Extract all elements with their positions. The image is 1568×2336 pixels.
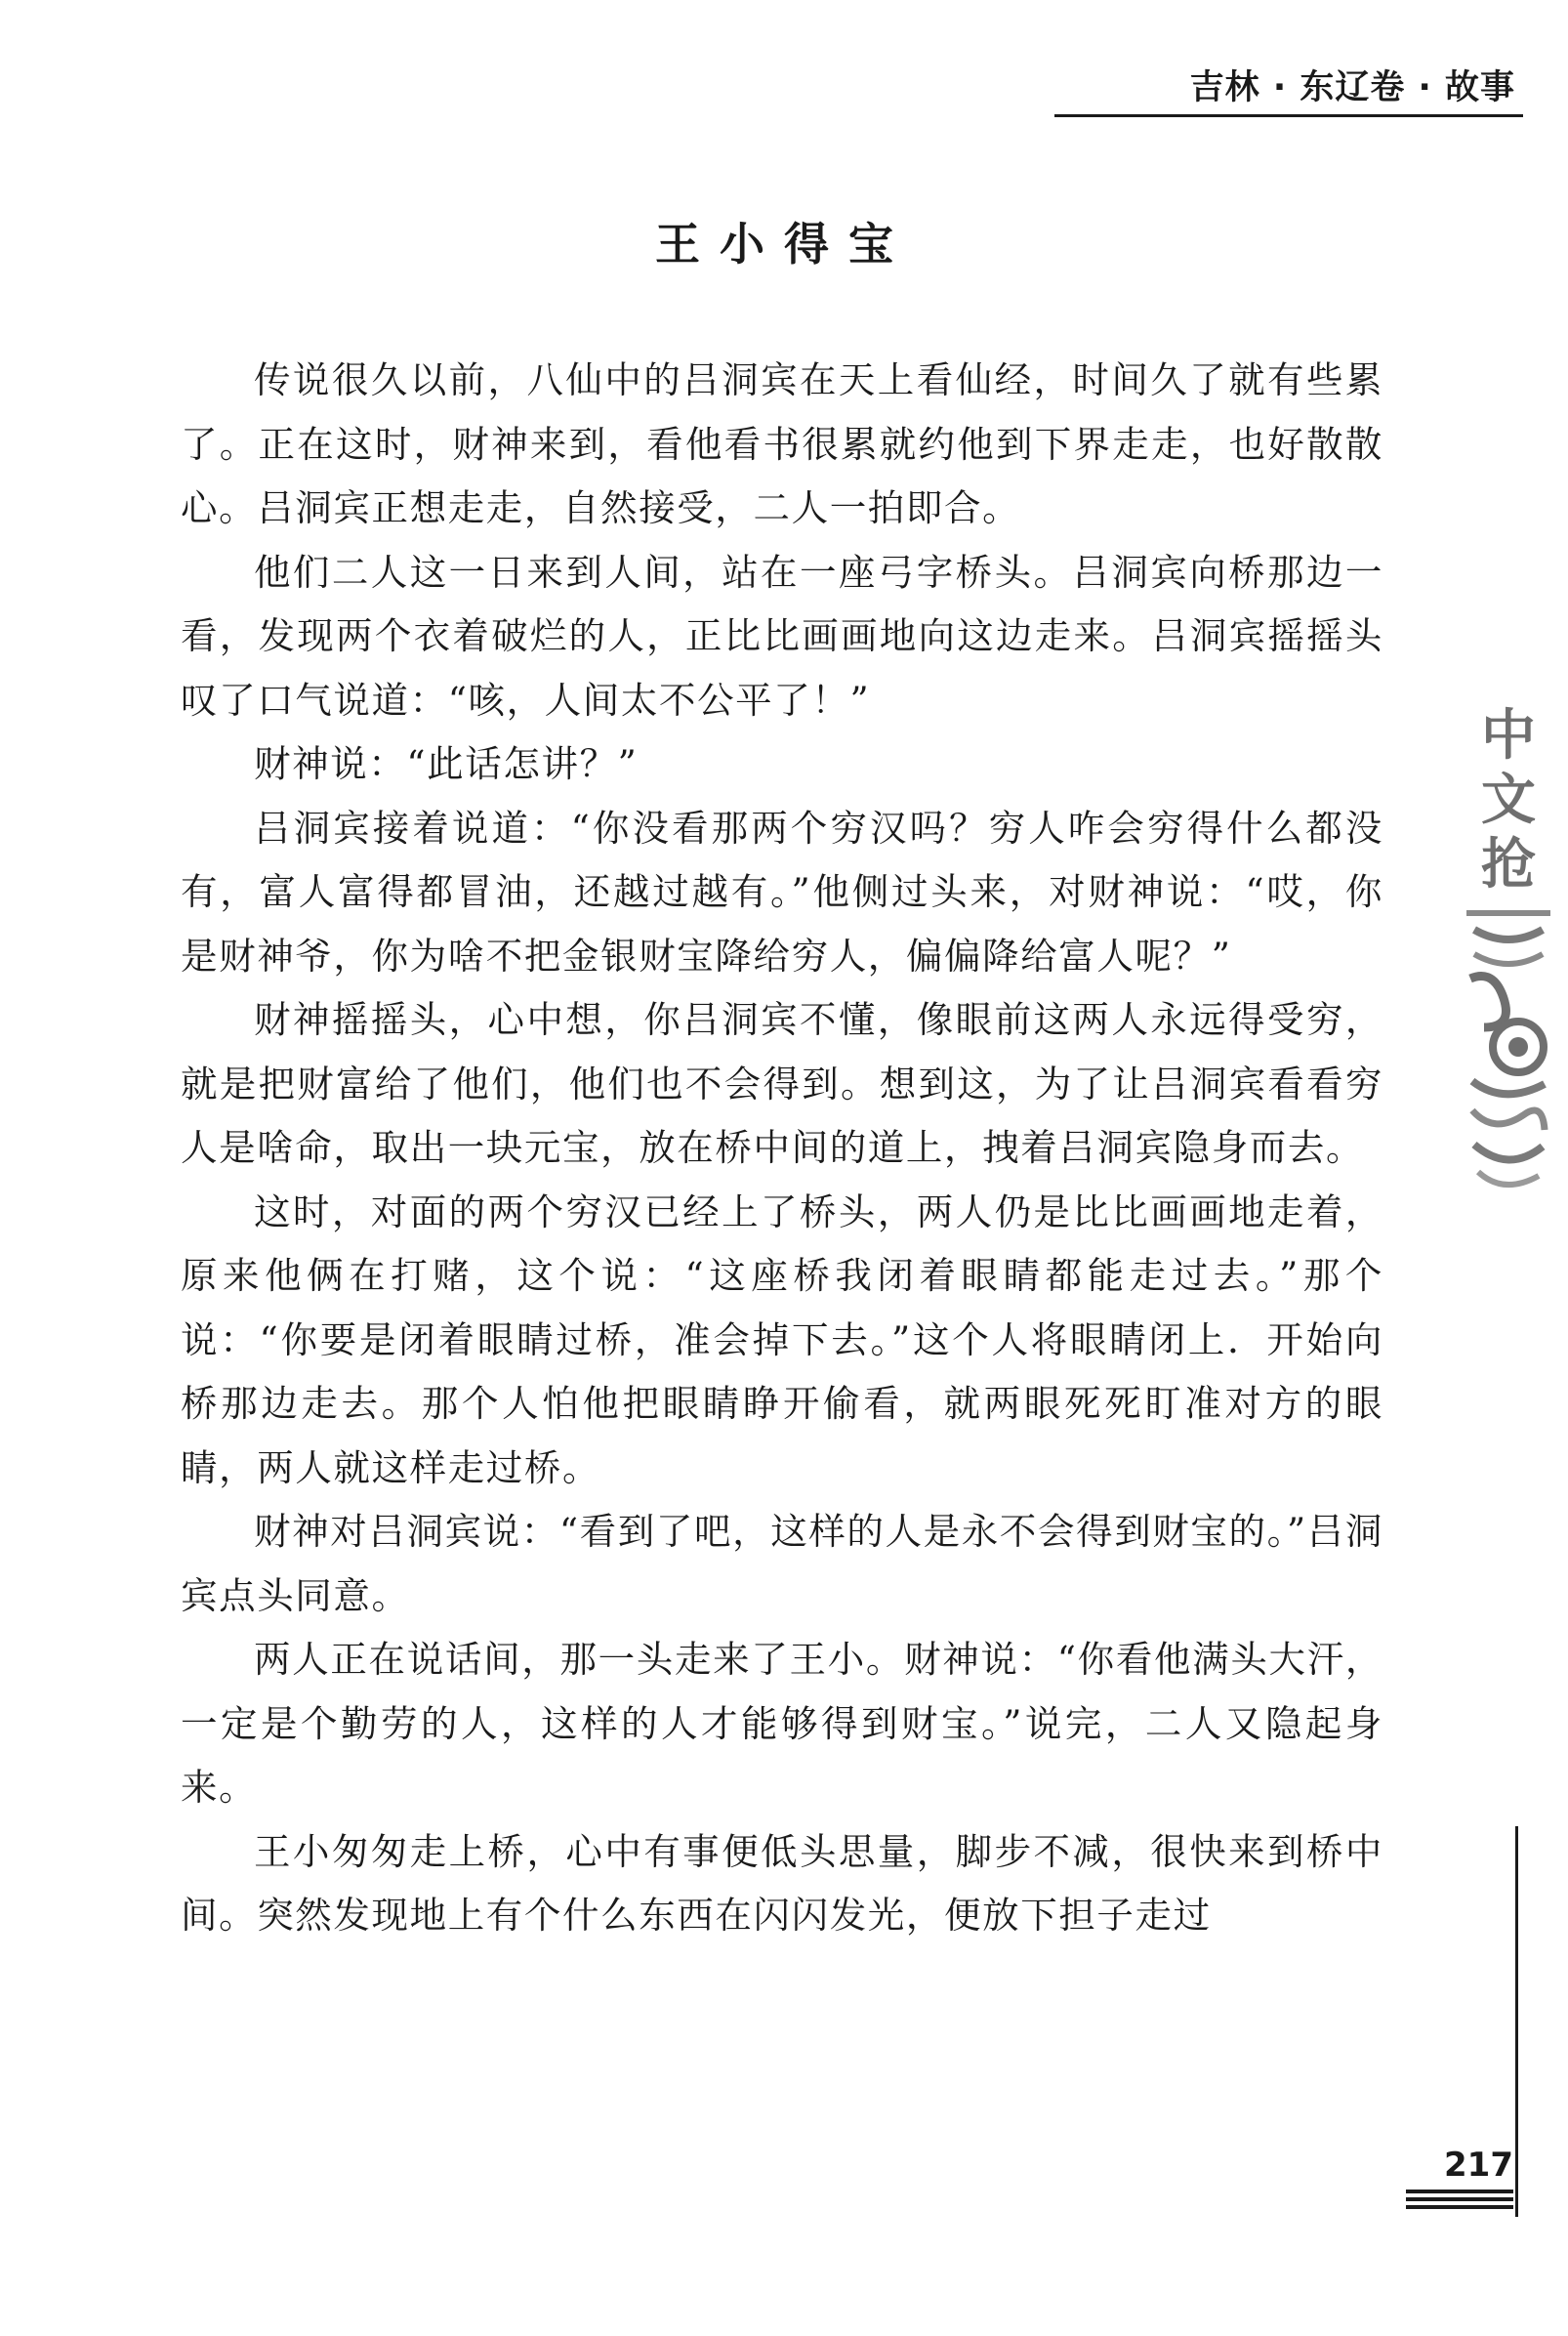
running-header: 吉林 · 东辽卷 · 故事 xyxy=(1054,61,1523,117)
ornament-pattern-icon xyxy=(1465,910,1552,1203)
paragraph: 财神对吕洞宾说：“看到了吧，这样的人是永不会得到财宝的。”吕洞宾点头同意。 xyxy=(181,1510,1383,1617)
paragraph: 王小匆匆走上桥，心中有事便低头思量，脚步不减，很快来到桥中间。突然发现地上有个什么东西在闪闪发光，便放下担子走过 xyxy=(181,1829,1383,1937)
paragraph: 财神说：“此话怎讲？” xyxy=(254,742,639,785)
page-number-rule xyxy=(1406,2205,1513,2209)
side-tab-decoration xyxy=(1465,703,1568,1260)
paragraph: 他们二人这一日来到人间，站在一座弓字桥头。吕洞宾向桥那边一看，发现两个衣着破烂的人，正比比画画地向这边走来。吕洞宾摇摇头叹了口气说道：“咳，人间太不公平了！” xyxy=(181,550,1383,722)
page-edge-rule xyxy=(1515,1826,1518,2217)
page-number-rule xyxy=(1406,2190,1513,2193)
paragraph: 这时，对面的两个穷汉已经上了桥头，两人仍是比比画画地走着，原来他俩在打赌，这个说：“这座桥我闭着眼睛都能走过去。”那个说：“你要是闭着眼睛过桥，准会掉下去。”这个人将眼睛闭上．开始向桥那边走去。那个人怕他把眼睛睁开偷看，就两眼死死盯准对方的眼睛，两人就这样走过桥。 xyxy=(181,1189,1383,1489)
paragraph: 财神摇摇头，心中想，你吕洞宾不懂，像眼前这两人永远得受穷，就是把财富给了他们，他们也不会得到。想到这，为了让吕洞宾看看穷人是啥命，取出一块元宝，放在桥中间的道上，拽着吕洞宾隐身而去。 xyxy=(181,998,1383,1169)
paragraph: 吕洞宾接着说道：“你没看那两个穷汉吗？穷人咋会穷得什么都没有，富人富得都冒油，还越过越有。”他侧过头来，对财神说：“哎，你是财神爷，你为啥不把金银财宝降给穷人，偏偏降给富人呢？” xyxy=(181,806,1383,978)
side-tab-char: 中 xyxy=(1481,703,1536,768)
paragraph: 两人正在说话间，那一头走来了王小。财神说：“你看他满头大汗，一定是个勤劳的人，这样的人才能够得到财宝。”说完，二人又隐起身来。 xyxy=(181,1638,1383,1809)
page-number-rule xyxy=(1406,2197,1513,2201)
story-title: 王小得宝 xyxy=(655,218,913,271)
story-body xyxy=(181,349,1383,1948)
side-tab-char: 文 xyxy=(1481,768,1536,832)
paragraph: 传说很久以前，八仙中的吕洞宾在天上看仙经，时间久了就有些累了。正在这时，财神来到，看他看书很累就约他到下界走走，也好散散心。吕洞宾正想走走，自然接受，二人一拍即合。 xyxy=(181,358,1383,529)
side-tab-char: 抢 xyxy=(1481,832,1536,897)
page-number: 217 xyxy=(1444,2146,1513,2185)
